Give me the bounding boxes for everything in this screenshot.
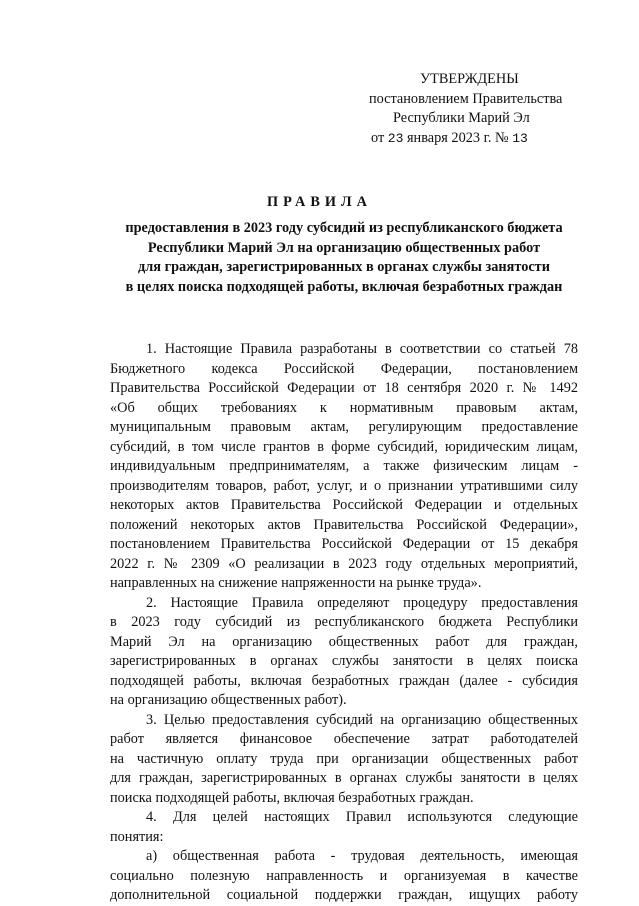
body-line: дополнительной социальной поддержки граждан, ищущих работу [110,887,578,903]
body-line: а) общественная работа - трудовая деятельность, имеющая [146,848,578,864]
body-line: 3. Целью предоставления субсидий на организацию общественных [146,711,578,728]
body-line: Марий Эл на организацию общественных работ для граждан, [110,633,578,650]
approval-number: 13 [512,130,528,146]
body-line: 2. Настоящие Правила определяют процедуру предоставления [146,594,578,611]
body-line: для граждан, зарегистрированных в органах службы занятости в целях [110,770,578,786]
body-line: Бюджетного кодекса Российской Федерации, постановлением [110,360,578,377]
body-line: постановлением Правительства Российской Федерации от 15 декабря [110,536,578,552]
subtitle-line: предоставления в 2023 году субсидий из республиканского бюджета [125,220,563,236]
approval-republic: Республики Марий Эл [393,110,530,126]
body-line: 1. Настоящие Правила разработаны в соответствии со статьей 78 [146,341,578,357]
approval-date-rest: января 2023 г. № [406,129,509,146]
approval-date-prefix: от [371,129,385,146]
approval-resolution: постановлением Правительства [369,90,563,107]
document-title: ПРАВИЛА [267,194,372,210]
approval-stamp [369,70,589,148]
body-line: социально полезную направленность и организуемая в качестве [110,867,578,884]
body-line: субсидий, в том числе грантов в форме субсидий, юридическим лицам, [110,438,578,455]
approval-date-line [369,129,589,149]
body-line: Правительства Российской Федерации от 18 сентября 2020 г. № 1492 [110,380,578,396]
body-line: индивидуальным предпринимателям, а также физическим лицам - [110,458,578,474]
body-line: понятия: [110,828,164,845]
body-line: направленных на снижение напряженности на рынке труда». [110,575,482,591]
subtitle-line: в целях поиска подходящей работы, включая безработных граждан [125,278,563,295]
body-line: 2022 г. № 2309 «О реализации в 2023 году отдельных мероприятий, [110,555,578,572]
subtitle-line: для граждан, зарегистрированных в органах службы занятости [138,259,550,275]
document-body [110,340,578,906]
body-line: поиска подходящей работы, включая безработных граждан. [110,789,474,806]
body-line: положений некоторых актов Правительства Российской Федерации», [110,516,578,533]
body-line: муниципальным правовым актам, регулирующим предоставление [110,419,578,435]
body-line: некоторых актов Правительства Российской Федерации и отдельных [110,497,578,513]
body-line: на частичную оплату труда при организации общественных работ [110,750,578,767]
body-line: 4. Для целей настоящих Правил используются следующие [146,809,578,825]
body-line: зарегистрированных в органах службы занятости в целях поиска [110,653,578,669]
body-line: в 2023 году субсидий из республиканского бюджета Республики [110,614,578,630]
body-line: «Об общих требованиях к нормативным правовым актам, [110,399,578,416]
body-line: на организацию общественных работ). [110,692,347,708]
document-subtitle [100,219,588,297]
body-line: подходящей работы, включая безработных граждан (далее - субсидия [110,672,578,689]
body-line: производителям товаров, работ, услуг, и о признании утратившими силу [110,477,578,494]
approval-date-day: 23 [387,130,404,146]
body-line: работ является финансовое обеспечение затрат работодателей [110,731,578,747]
subtitle-line: Республики Марий Эл на организацию общественных работ [147,239,541,256]
approval-heading: УТВЕРЖДЕНЫ [420,71,519,87]
